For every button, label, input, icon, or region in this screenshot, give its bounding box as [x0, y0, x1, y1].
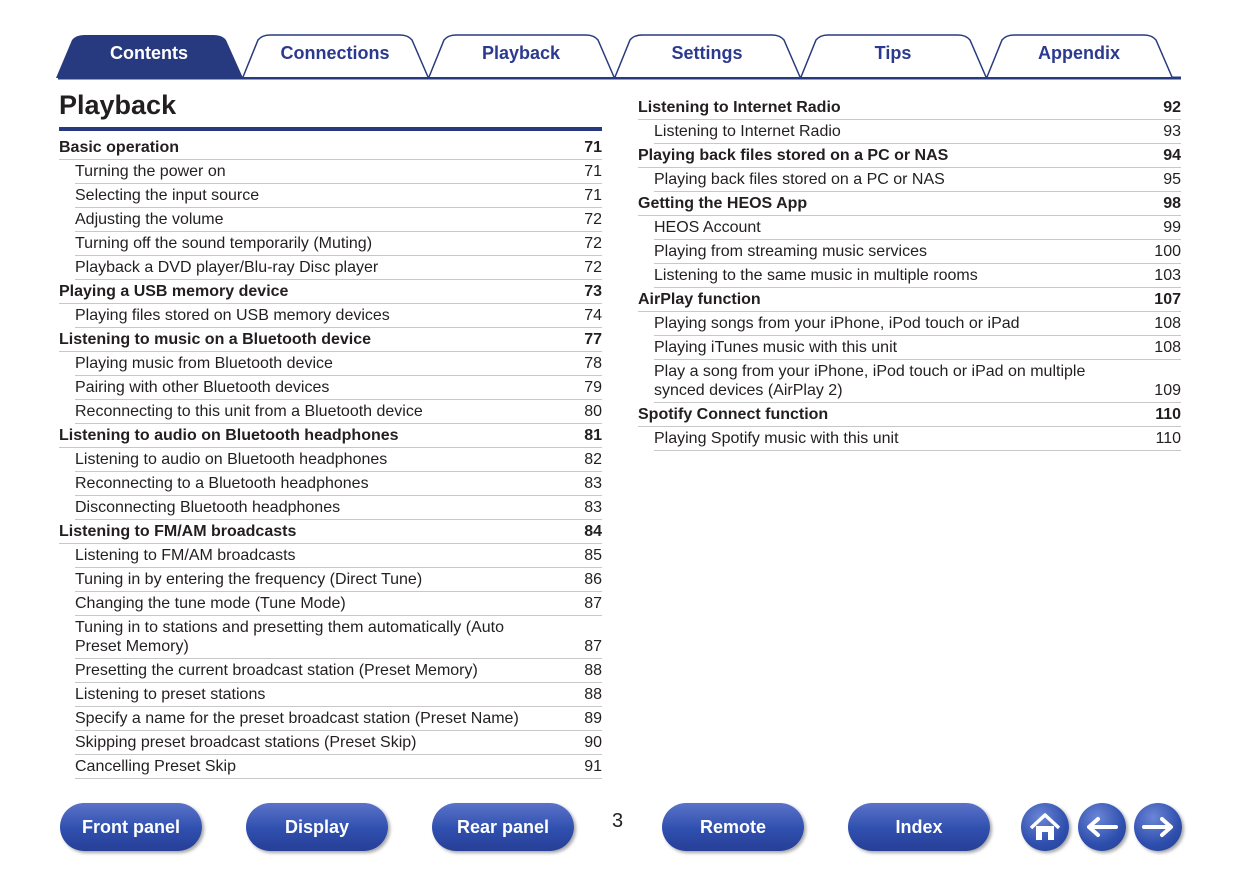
toc-entry-title: Playing from streaming music services: [654, 243, 927, 260]
toc-entry-title: Playback a DVD player/Blu-ray Disc player: [75, 259, 379, 276]
toc-entry[interactable]: [75, 208, 602, 232]
toc-entry-page: 94: [1163, 147, 1181, 164]
toc-entry-page: 71: [584, 163, 602, 180]
index-button[interactable]: Index: [848, 803, 990, 851]
page-title: Playback: [59, 90, 177, 120]
toc-left-column: [59, 136, 602, 779]
toc-entry-title: Selecting the input source: [75, 187, 260, 204]
tab-playback[interactable]: Playback: [481, 43, 561, 63]
toc-entry-page: 78: [584, 355, 602, 372]
toc-section-heading[interactable]: [638, 96, 1181, 120]
toc-entry[interactable]: [75, 568, 602, 592]
toc-entry[interactable]: [75, 256, 602, 280]
toc-entry-page: 81: [584, 427, 602, 444]
toc-section-heading[interactable]: [59, 520, 602, 544]
toc-entry-page: 108: [1154, 339, 1181, 356]
toc-section-heading[interactable]: [59, 424, 602, 448]
toc-entry-page: 108: [1154, 315, 1181, 332]
toc-entry[interactable]: [75, 184, 602, 208]
toc-entry-title: Listening to preset stations: [75, 686, 266, 703]
toc-entry-page: 87: [584, 638, 602, 655]
toc-entry-title: Listening to audio on Bluetooth headphones: [59, 427, 399, 444]
toc-entry[interactable]: [75, 496, 602, 520]
toc-entry[interactable]: [654, 360, 1181, 403]
tab-connections[interactable]: Connections: [280, 43, 390, 63]
toc-entry-title: Playing music from Bluetooth device: [75, 355, 333, 372]
toc-entry-title: HEOS Account: [654, 219, 761, 236]
toc-entry-page: 90: [584, 734, 602, 751]
toc-entry[interactable]: [654, 216, 1181, 240]
toc-entry-page: 71: [584, 187, 602, 204]
back-button[interactable]: [1078, 803, 1126, 851]
toc-entry-page: 86: [584, 571, 602, 588]
toc-entry-page: 100: [1154, 243, 1181, 260]
toc-entry-title: Skipping preset broadcast stations (Preset Skip): [75, 734, 417, 751]
home-icon: [1021, 803, 1069, 851]
toc-entry-title: Listening to music on a Bluetooth device: [59, 331, 372, 348]
toc-entry-title: Playing songs from your iPhone, iPod touch or iPad: [654, 315, 1020, 332]
toc-entry-page: 110: [1155, 430, 1181, 447]
toc-section-heading[interactable]: [638, 403, 1181, 427]
toc-entry-page: 72: [584, 211, 602, 228]
toc-entry-page: 98: [1163, 195, 1181, 212]
toc-entry-title: Spotify Connect function: [638, 406, 829, 423]
toc-section-heading[interactable]: [59, 136, 602, 160]
toc-entry-title: Tuning in to stations and presetting them automatically (Auto Preset Memory): [75, 619, 504, 655]
toc-entry-page: 82: [584, 451, 602, 468]
title-rule: [59, 127, 602, 131]
toc-entry[interactable]: [654, 427, 1181, 451]
toc-entry-title: Playing back files stored on a PC or NAS: [654, 171, 945, 188]
toc-entry-page: 79: [584, 379, 602, 396]
toc-entry[interactable]: [75, 707, 602, 731]
toc-entry-page: 74: [584, 307, 602, 324]
toc-entry-page: 73: [584, 283, 602, 300]
toc-entry[interactable]: [75, 352, 602, 376]
toc-entry[interactable]: [75, 160, 602, 184]
remote-button[interactable]: Remote: [662, 803, 804, 851]
tab-tips[interactable]: Tips: [874, 43, 912, 63]
toc-entry[interactable]: [75, 544, 602, 568]
tab-settings[interactable]: Settings: [671, 43, 743, 63]
toc-entry-title: Playing files stored on USB memory devices: [75, 307, 390, 324]
toc-entry-title: Playing Spotify music with this unit: [654, 430, 899, 447]
toc-entry-title: Listening to FM/AM broadcasts: [75, 547, 296, 564]
toc-section-heading[interactable]: [59, 280, 602, 304]
toc-entry-title: Listening to FM/AM broadcasts: [59, 523, 297, 540]
page-number: 3: [612, 810, 624, 832]
toc-entry[interactable]: [75, 304, 602, 328]
toc-entry-page: 92: [1163, 99, 1181, 116]
toc-entry-page: 85: [584, 547, 602, 564]
tab-contents[interactable]: Contents: [110, 43, 188, 63]
toc-entry-page: 77: [584, 331, 602, 348]
toc-section-heading[interactable]: [638, 144, 1181, 168]
rear-panel-button[interactable]: Rear panel: [432, 803, 574, 851]
toc-entry-title: Turning the power on: [75, 163, 226, 180]
toc-entry[interactable]: [75, 448, 602, 472]
toc-entry-page: 83: [584, 499, 602, 516]
toc-section-heading[interactable]: [59, 328, 602, 352]
toc-entry[interactable]: [654, 312, 1181, 336]
toc-entry-title: Listening to audio on Bluetooth headphones: [75, 451, 388, 468]
toc-entry[interactable]: [75, 755, 602, 779]
toc-entry-page: 88: [584, 662, 602, 679]
toc-entry-title: Adjusting the volume: [75, 211, 224, 228]
toc-entry[interactable]: [654, 240, 1181, 264]
toc-entry-title: Listening to the same music in multiple rooms: [654, 267, 978, 284]
toc-entry-title: Presetting the current broadcast station (Preset Memory): [75, 662, 478, 679]
toc-entry[interactable]: [654, 336, 1181, 360]
toc-entry-page: 83: [584, 475, 602, 492]
toc-entry[interactable]: [75, 731, 602, 755]
toc-entry-title: Pairing with other Bluetooth devices: [75, 379, 330, 396]
toc-entry-title: Changing the tune mode (Tune Mode): [75, 595, 346, 612]
toc-entry-page: 110: [1155, 406, 1181, 423]
toc-entry-page: 95: [1163, 171, 1181, 188]
tab-shapes: [0, 0, 1240, 82]
toc-entry-title: Playing back files stored on a PC or NAS: [638, 147, 949, 164]
toc-entry-title: Reconnecting to a Bluetooth headphones: [75, 475, 369, 492]
toc-section-heading[interactable]: [638, 192, 1181, 216]
toc-entry-title: Disconnecting Bluetooth headphones: [75, 499, 341, 516]
toc-entry[interactable]: [75, 659, 602, 683]
toc-entry-page: 93: [1163, 123, 1181, 140]
toc-entry-page: 99: [1163, 219, 1181, 236]
toc-entry-page: 87: [584, 595, 602, 612]
toc-entry-title: Reconnecting to this unit from a Bluetooth device: [75, 403, 423, 420]
toc-entry-title: AirPlay function: [638, 291, 761, 308]
toc-entry-title: Basic operation: [59, 139, 180, 156]
toc-entry[interactable]: [75, 232, 602, 256]
toc-entry-title: Playing a USB memory device: [59, 283, 289, 300]
toc-entry-page: 89: [584, 710, 602, 727]
toc-section-heading[interactable]: [638, 288, 1181, 312]
toc-entry-title: Tuning in by entering the frequency (Direct Tune): [75, 571, 423, 588]
home-button[interactable]: [1021, 803, 1069, 851]
toc-entry[interactable]: [75, 616, 602, 659]
toc-entry[interactable]: [654, 264, 1181, 288]
toc-entry[interactable]: [654, 120, 1181, 144]
display-button[interactable]: Display: [246, 803, 388, 851]
toc-entry-title: Listening to Internet Radio: [638, 99, 841, 116]
toc-entry-page: 88: [584, 686, 602, 703]
forward-button[interactable]: [1134, 803, 1182, 851]
arrow-left-icon: [1078, 803, 1126, 851]
toc-entry-page: 107: [1154, 291, 1181, 308]
toc-entry[interactable]: [654, 168, 1181, 192]
toc-entry-page: 72: [584, 235, 602, 252]
toc-entry-page: 71: [584, 139, 602, 156]
toc-right-column: [638, 96, 1181, 451]
toc-entry[interactable]: [75, 376, 602, 400]
toc-entry-page: 72: [584, 259, 602, 276]
toc-entry-page: 103: [1154, 267, 1181, 284]
toc-entry-page: 91: [584, 758, 602, 775]
tab-appendix[interactable]: Appendix: [1037, 43, 1120, 63]
toc-entry-title: Cancelling Preset Skip: [75, 758, 236, 775]
toc-entry-title: Getting the HEOS App: [638, 195, 808, 212]
front-panel-button[interactable]: Front panel: [60, 803, 202, 851]
toc-entry-title: Specify a name for the preset broadcast station (Preset Name): [75, 710, 519, 727]
toc-entry-page: 109: [1154, 382, 1181, 399]
toc-entry-title: Listening to Internet Radio: [654, 123, 841, 140]
toc-entry-title: Play a song from your iPhone, iPod touch or iPad on multiple synced devices (AirPlay 2): [654, 363, 1086, 399]
toc-entry-page: 84: [584, 523, 602, 540]
toc-entry[interactable]: [75, 472, 602, 496]
toc-entry[interactable]: [75, 592, 602, 616]
toc-entry-page: 80: [584, 403, 602, 420]
arrow-right-icon: [1134, 803, 1182, 851]
toc-entry-title: Playing iTunes music with this unit: [654, 339, 898, 356]
tab-bar: [0, 0, 1240, 82]
toc-entry-title: Turning off the sound temporarily (Muting): [75, 235, 373, 252]
toc-entry[interactable]: [75, 683, 602, 707]
toc-entry[interactable]: [75, 400, 602, 424]
